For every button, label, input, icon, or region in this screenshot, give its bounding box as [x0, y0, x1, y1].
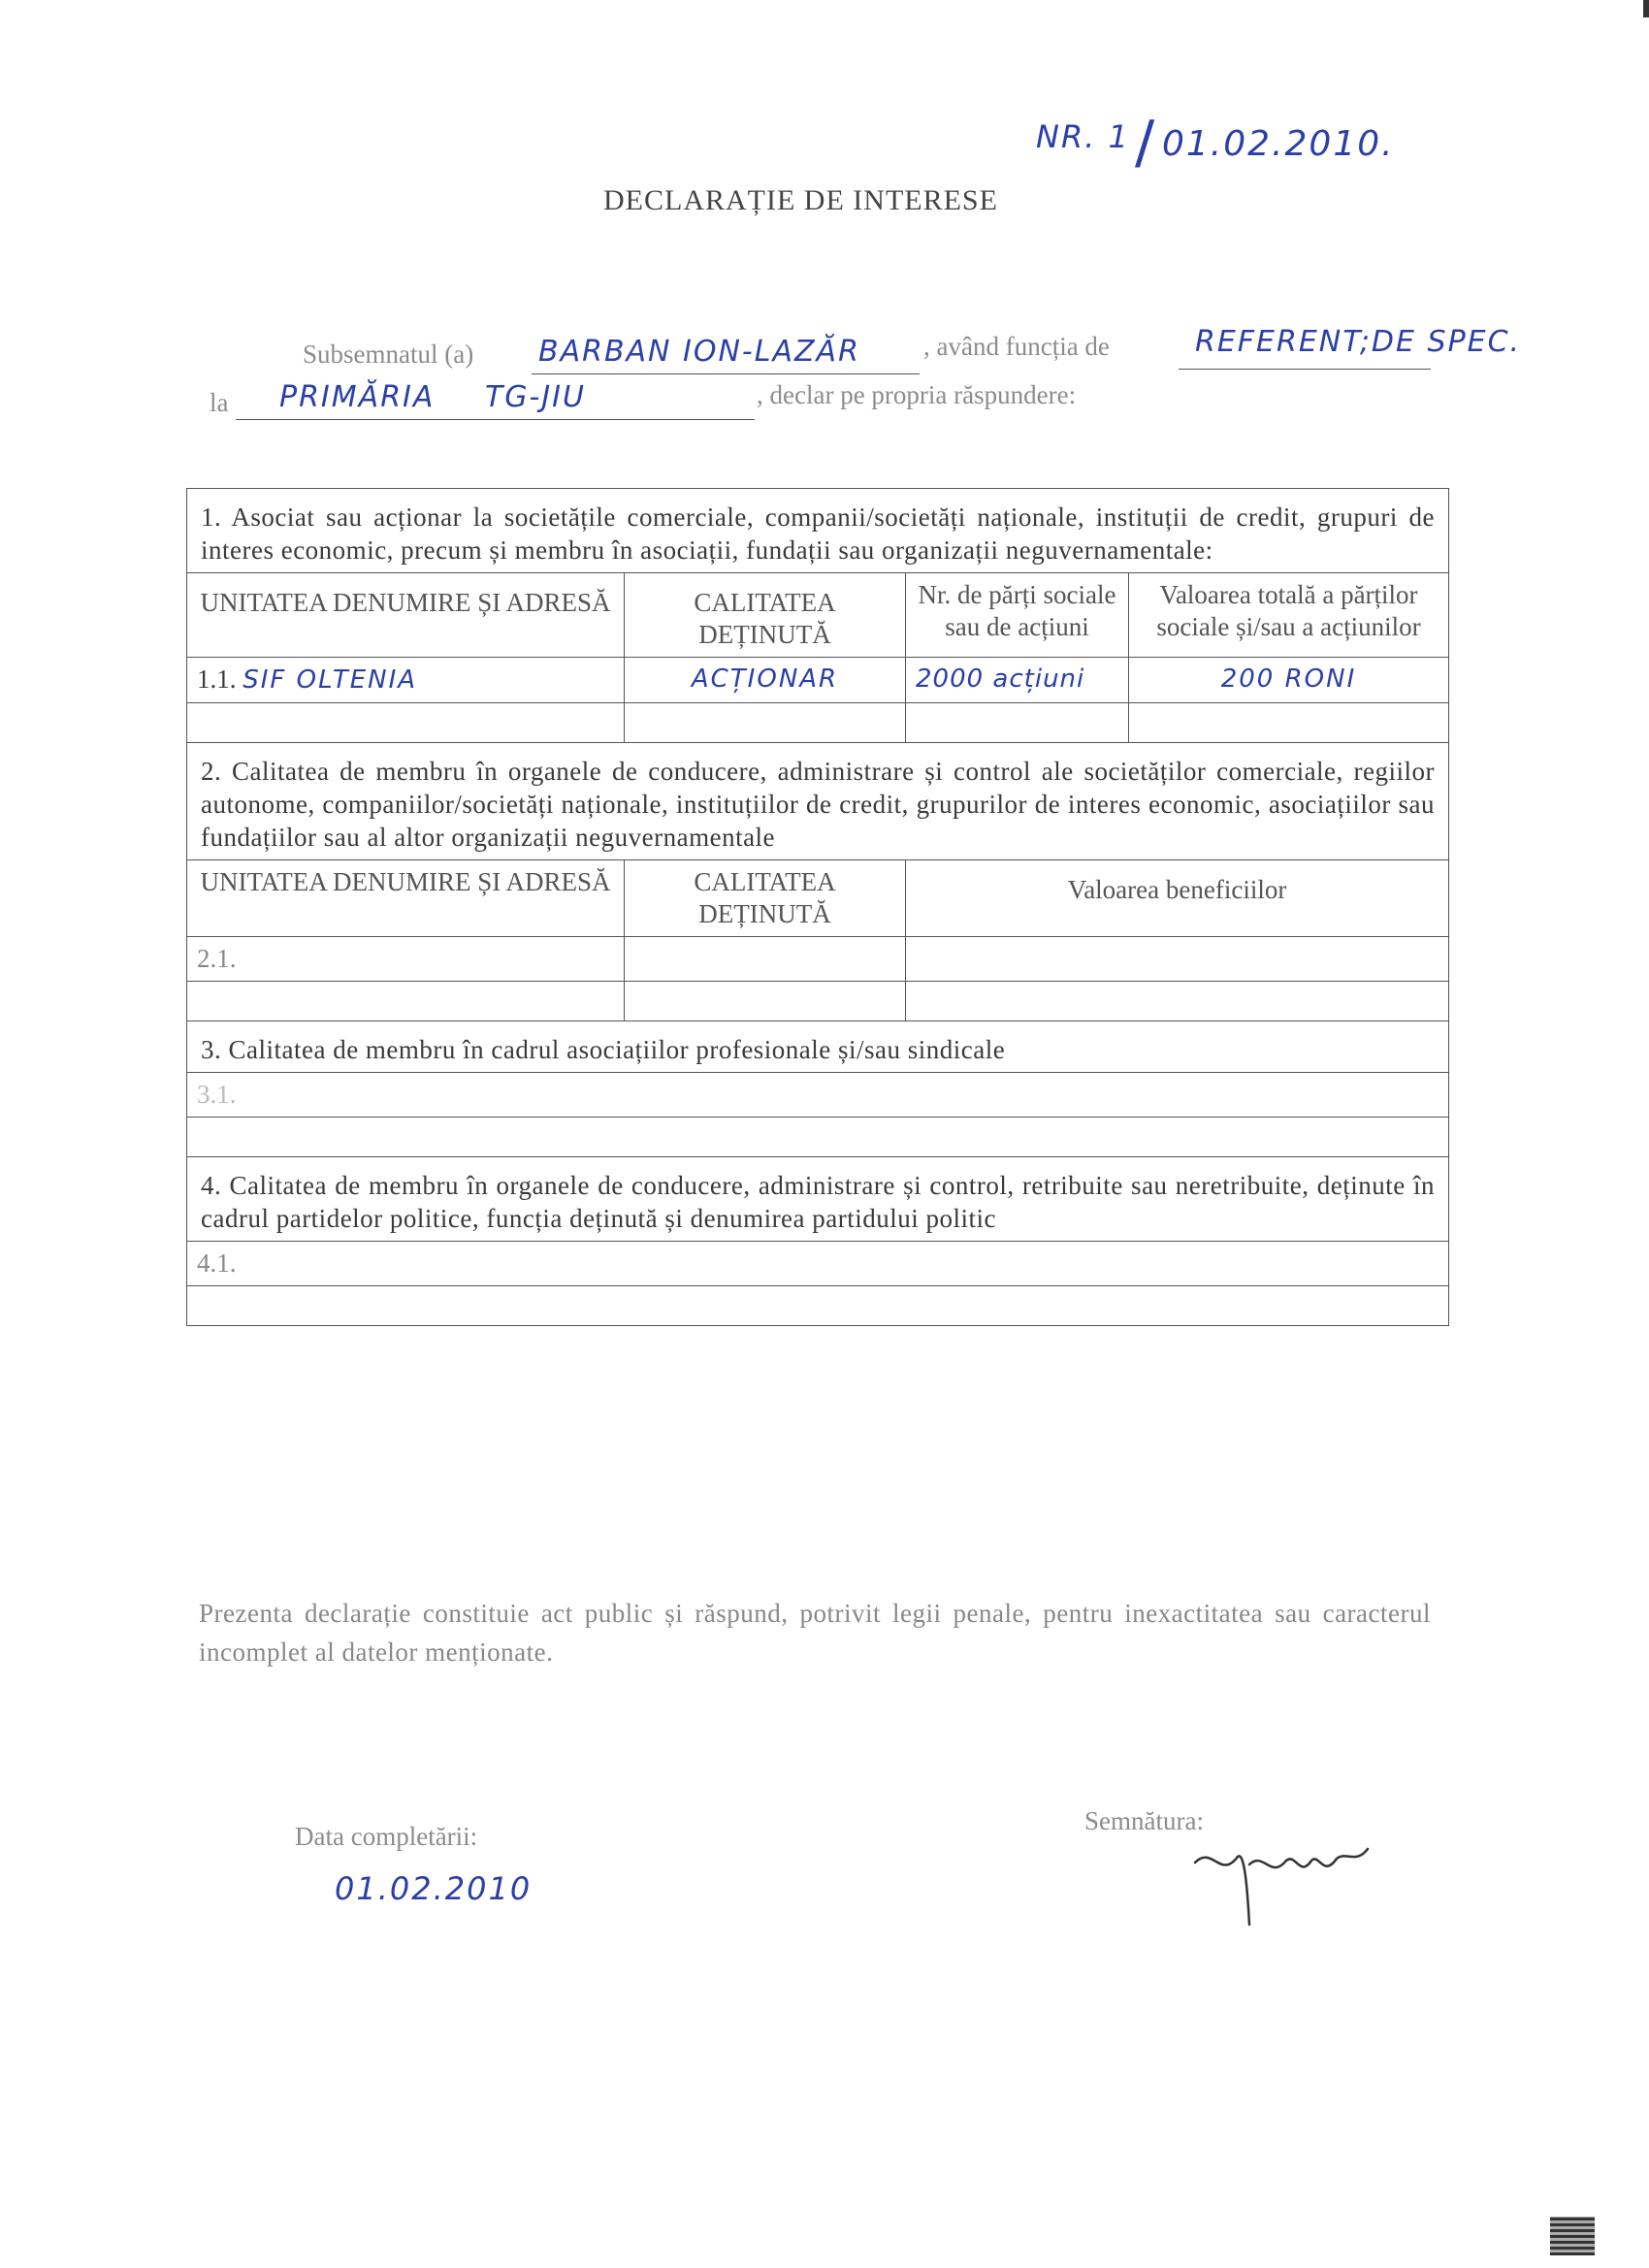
section4-row-num: 4.1.: [197, 1248, 237, 1278]
scan-edge: [1643, 0, 1649, 17]
empty-cell: [905, 982, 1448, 1021]
section3-heading: 3. Calitatea de membru în cadrul asociațiilor profesionale și/sau sindicale: [187, 1021, 1448, 1072]
section3-row-num: 3.1.: [197, 1080, 237, 1109]
section2-row-num: 2.1.: [197, 944, 237, 973]
empty-cell: [905, 703, 1128, 742]
functia-underline: [1179, 369, 1431, 370]
signature: [1191, 1831, 1375, 1928]
section1-heading: 1. Asociat sau acționar la societățile comerciale, companii/societăți naționale, instituții de credit, grupuri de interes economic, precum și membru în asociații, fundații sau organizații neguvernamentale:: [201, 502, 1435, 565]
scan-stamp: [1550, 2217, 1595, 2255]
semnatura-label: Semnătura:: [1084, 1806, 1204, 1835]
table-row: [187, 1072, 1448, 1117]
declar-label: , declar pe propria răspundere:: [757, 380, 1077, 409]
nr-value: 1: [1108, 118, 1130, 155]
section1-row-nr: 2000 acțiuni: [905, 658, 1128, 702]
functia-label: , având funcția de: [923, 332, 1110, 361]
empty-cell: [187, 982, 624, 1021]
empty-cell: [624, 937, 905, 981]
data-completarii-value: 01.02.2010: [335, 1870, 533, 1907]
page-title: DECLARAȚIE DE INTERESE: [603, 184, 998, 216]
section1-header-row: [187, 572, 1448, 657]
table-row: [187, 702, 1448, 742]
table-row: [187, 936, 1448, 981]
empty-cell: [187, 1286, 1448, 1325]
table-row: [187, 1285, 1448, 1325]
section1-col-nr: Nr. de părți sociale sau de acțiuni: [905, 573, 1128, 657]
empty-cell: [187, 1118, 1448, 1156]
table-row: [187, 657, 1448, 702]
legal-statement: Prezenta declarație constituie act public și răspund, potrivit legii penale, pentru inexactitatea sau caracterul incomplet al datelor menționate.: [199, 1599, 1431, 1667]
table-row: [187, 981, 1448, 1021]
nr-label: NR.: [1036, 118, 1097, 155]
empty-cell: [187, 703, 624, 742]
row-unit-value: SIF OLTENIA: [242, 665, 418, 695]
nr-date: 01.02.2010.: [1162, 124, 1395, 164]
table-row: [187, 1117, 1448, 1156]
declarant-name: BARBAN ION-LAZĂR: [538, 335, 860, 369]
section2-heading: 2. Calitatea de membru în organele de conducere, administrare și control ale societăților comerciale, regiilor autonome, companiilor/societăți naționale, instituțiilor de credit, grupurilor de interes economic, asociațiilor sau fundațiilor sau al altor organizații neguvernamentale: [187, 742, 1448, 859]
empty-cell: [1128, 703, 1448, 742]
la-label: la: [210, 388, 229, 417]
empty-cell: [624, 703, 905, 742]
section1-col-unit: UNITATEA DENUMIRE ȘI ADRESĂ: [200, 588, 611, 617]
la-value: PRIMĂRIA TG-JIU: [279, 380, 586, 414]
nr-slash: /: [1135, 109, 1157, 177]
section2-col-unit: UNITATEA DENUMIRE ȘI ADRESĂ: [200, 867, 611, 896]
data-completarii-label: Data completării:: [295, 1822, 478, 1851]
section4-heading: 4. Calitatea de membru în organele de conducere, administrare și control, retribuite sau neretribuite, deținute în cadrul partidelor politice, funcția deținută și denumirea partidului politic: [187, 1156, 1448, 1241]
row-number: 1.1.: [197, 664, 237, 694]
functia-value: REFERENT;DE SPEC.: [1195, 325, 1522, 359]
section2-header-row: [187, 859, 1448, 936]
declaration-form: [186, 488, 1449, 1326]
la-underline: [236, 419, 755, 420]
section1-col-calitate: CALITATEA DEȚINUTĂ: [624, 573, 905, 657]
section2-col-valoare: Valoarea beneficiilor: [905, 860, 1448, 936]
empty-cell: [905, 937, 1448, 981]
table-row: [187, 1241, 1448, 1285]
section1-col-valoare: Valoarea totală a părților sociale și/sau a acțiunilor: [1128, 573, 1448, 657]
name-underline: [532, 373, 920, 374]
empty-cell: [624, 982, 905, 1021]
subsemnatul-label: Subsemnatul (a): [303, 340, 474, 369]
section1-row-unit: [187, 658, 624, 702]
section1-row-calitate: ACȚIONAR: [624, 658, 905, 702]
section1-row-valoare: 200 RONI: [1128, 658, 1448, 702]
section2-col-calitate: CALITATEA DEȚINUTĂ: [624, 860, 905, 936]
registration-number: [1036, 118, 1130, 155]
